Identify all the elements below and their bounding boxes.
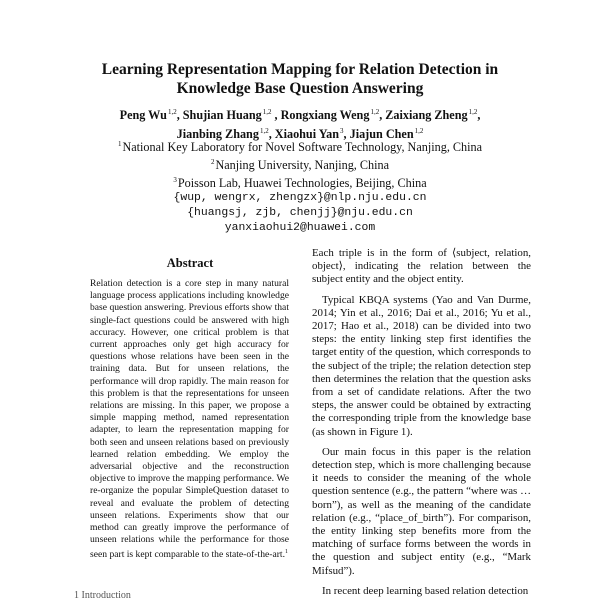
email-line: {huangsj, zjb, chenjj}@nju.edu.cn bbox=[187, 207, 413, 219]
author-name: Peng Wu bbox=[119, 108, 167, 122]
author-name: Jiajun Chen bbox=[349, 127, 414, 141]
author-line-1 bbox=[0, 104, 600, 123]
author-name: Zaixiang Zheng bbox=[385, 108, 468, 122]
affil-mark: 1 bbox=[117, 140, 122, 148]
affiliation bbox=[0, 155, 600, 173]
author-separator: , bbox=[176, 108, 183, 122]
author-separator: , bbox=[477, 108, 481, 122]
abstract-body bbox=[90, 278, 289, 562]
title-line-1: Learning Representation Mapping for Relation Detection in bbox=[101, 61, 499, 78]
author-separator: , bbox=[343, 127, 350, 141]
body-column bbox=[312, 247, 531, 605]
author-affil-mark: 1,2 bbox=[370, 108, 380, 116]
author-affil-mark: 1,2 bbox=[262, 108, 272, 116]
title-line-2: Knowledge Base Question Answering bbox=[176, 80, 424, 97]
author-affil-mark: 1,2 bbox=[414, 127, 424, 135]
author-affil-mark: 3 bbox=[340, 127, 344, 135]
body-paragraph: Typical KBQA systems (Yao and Van Durme, 2014; Yin et al., 2016; Dai et al., 2016; Yu et al., 2017; Hao et al., 2018) can be divided into two steps: the entity linking step first identifies the target entity of the question, which corresponds to the subject of the triple; the relation detection step then determines the relation that the question asks from a set of candidate relations. After the two steps, the answer could be obtained by extracting the corresponding triple from the knowledge base (as shown in Figure 1). bbox=[312, 293, 531, 438]
affil-mark: 3 bbox=[173, 176, 177, 184]
affiliation-text: National Key Laboratory for Novel Software Technology, Nanjing, China bbox=[122, 140, 483, 154]
author-separator: , bbox=[271, 108, 281, 122]
author-affil-mark: 1,2 bbox=[259, 127, 269, 135]
author-name: Xiaohui Yan bbox=[274, 127, 340, 141]
body-paragraph: Our main focus in this paper is the relation detection step, which is more challenging because it needs to consider the meaning of the whole question sentence (e.g., the pattern “where was … born”), as well as the meaning of the candidate relation (e.g., “place_of_birth”). For comparison, the entity linking step benefits more from the matching of surface forms between the words in the question and subject entity (e.g., “Mark Mifsud”). bbox=[312, 445, 531, 577]
author-affil-mark: 1,2 bbox=[167, 108, 177, 116]
abstract-heading: Abstract bbox=[166, 256, 214, 270]
affiliations bbox=[0, 137, 600, 236]
affiliation-text: Poisson Lab, Huawei Technologies, Beijing, China bbox=[177, 176, 427, 190]
body-paragraph: Each triple is in the form of ⟨subject, relation, object⟩, indicating the relation between the subject entity and the object entity. bbox=[312, 247, 531, 286]
author-separator: , bbox=[379, 108, 386, 122]
email-line: {wup, wengrx, zhengzx}@nlp.nju.edu.cn bbox=[173, 192, 427, 204]
abstract-text: Relation detection is a core step in many natural language process applications including knowledge base question answering. Previous efforts show that single-fact questions could be answered with high accuracy. However, one critical problem is that current approaches only get high accuracy for questions whose relations have been seen in the training data. But for unseen relations, the performance will drop rapidly. The main reason for this problem is that the representations for unseen relations are missing. In this paper, we propose a simple mapping method, named representation adapter, to learn the representation mapping for both seen and unseen relations based on previously learned relation embedding. We employ the adversarial objective and the reconstruction objective to improve the mapping performance. We re-organize the popular SimpleQuestion dataset to reveal and evaluate the problem of detecting unseen relations. Experiments show that our method can greatly improve the performance of unseen relations while the performance for those seen part is kept comparable to the state-of-the-art. bbox=[90, 278, 289, 561]
affil-mark: 2 bbox=[210, 158, 215, 166]
author-name: Jianbing Zhang bbox=[176, 127, 259, 141]
footnote-mark: 1 bbox=[285, 549, 288, 556]
author-name: Shujian Huang bbox=[182, 108, 262, 122]
email-line: yanxiaohui2@huawei.com bbox=[224, 222, 376, 234]
affiliation bbox=[0, 137, 600, 155]
author-affil-mark: 1,2 bbox=[468, 108, 478, 116]
body-paragraph: In recent deep learning based relation detection bbox=[322, 584, 529, 597]
affiliation bbox=[0, 173, 600, 191]
section-heading-fragment: 1 Introduction bbox=[74, 590, 131, 601]
affiliation-text: Nanjing University, Nanjing, China bbox=[215, 158, 390, 172]
paper-title bbox=[0, 60, 600, 98]
author-name: Rongxiang Weng bbox=[280, 108, 370, 122]
author-separator: , bbox=[268, 127, 275, 141]
